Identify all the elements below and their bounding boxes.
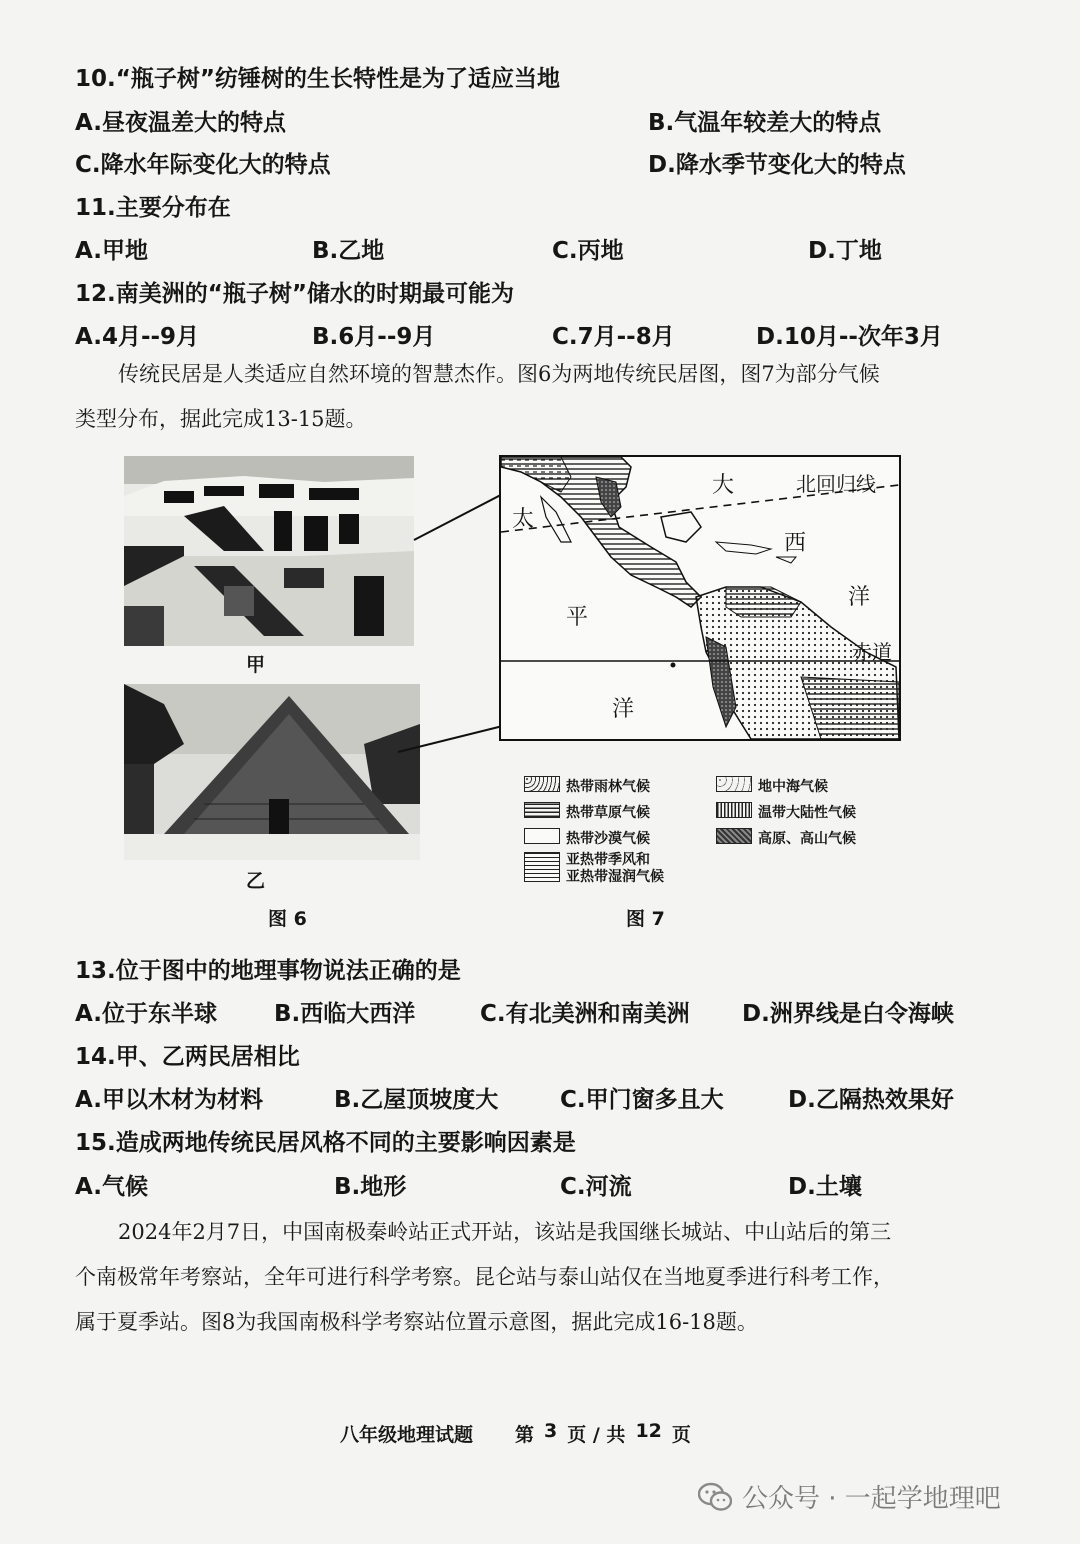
- footer-page-suffix: 页: [671, 1424, 691, 1446]
- q15-option-c: C.河流: [560, 1174, 632, 1200]
- footer-title: 八年级地理试题: [340, 1424, 474, 1446]
- q12-option-c: C.7月--8月: [552, 324, 675, 350]
- legend-swatch-dots: [524, 776, 560, 792]
- q10-option-b: B.气温年较差大的特点: [648, 110, 882, 136]
- q13-option-a: A.位于东半球: [75, 1001, 217, 1027]
- q14-option-c: C.甲门窗多且大: [560, 1087, 724, 1113]
- legend-label: 热带沙漠气候: [566, 831, 650, 847]
- q12-option-d: D.10月--次年3月: [756, 324, 943, 350]
- legend-swatch-dash: [524, 852, 560, 882]
- q10-stem: 10.“瓶子树”纺锤树的生长特性是为了适应当地: [75, 66, 560, 92]
- legend-item-subtropical: [524, 852, 664, 886]
- q15-option-d: D.土壤: [788, 1174, 862, 1200]
- legend-label: 地中海气候: [758, 779, 828, 795]
- q11-option-d: D.丁地: [808, 238, 882, 264]
- q13-option-c: C.有北美洲和南美洲: [480, 1001, 690, 1027]
- footer-page-number: 3: [544, 1420, 558, 1442]
- q14-option-b: B.乙屋顶坡度大: [334, 1087, 499, 1113]
- legend-swatch-dark: [716, 828, 752, 844]
- q14-stem: 14.甲、乙两民居相比: [75, 1044, 300, 1070]
- map-label-pacific-2: 平: [566, 605, 589, 630]
- photo-label-yi: 乙: [246, 870, 266, 892]
- legend-swatch-vlines: [716, 802, 752, 818]
- map-label-atlantic-1: 大: [712, 473, 735, 498]
- map-label-pacific-3: 洋: [612, 697, 635, 722]
- map-label-pacific-1: 太: [512, 507, 535, 532]
- q12-option-b: B.6月--9月: [312, 324, 436, 350]
- q12-stem: 12.南美洲的“瓶子树”储水的时期最可能为: [75, 281, 514, 307]
- q11-option-c: C.丙地: [552, 238, 624, 264]
- intro-13-15-line2: 类型分布，据此完成13-15题。: [75, 407, 367, 431]
- legend-swatch-light-dots: [716, 776, 752, 792]
- intro-13-15-line1: 传统民居是人类适应自然环境的智慧杰作。图6为两地传统民居图，图7为部分气候: [118, 362, 880, 386]
- q11-stem: 11.主要分布在: [75, 195, 231, 221]
- q10-option-c: C.降水年际变化大的特点: [75, 152, 331, 178]
- intro-16-18-line1: 2024年2月7日，中国南极秦岭站正式开站，该站是我国继长城站、中山站后的第三: [118, 1220, 892, 1244]
- legend-item-desert: [524, 828, 650, 848]
- q13-option-d: D.洲界线是白令海峡: [742, 1001, 954, 1027]
- figure7-caption: 图 7: [626, 908, 665, 930]
- q15-option-b: B.地形: [334, 1174, 407, 1200]
- page-footer: [340, 1420, 691, 1447]
- q15-stem: 15.造成两地传统民居风格不同的主要影响因素是: [75, 1130, 576, 1156]
- figure6-caption: 图 6: [268, 908, 307, 930]
- legend-label: 温带大陆性气候: [758, 805, 856, 821]
- legend-item-savanna: [524, 802, 650, 822]
- legend-item-rainforest: [524, 776, 650, 796]
- q10-option-d: D.降水季节变化大的特点: [648, 152, 906, 178]
- q10-option-a: A.昼夜温差大的特点: [75, 110, 286, 136]
- legend-swatch-blank: [524, 828, 560, 844]
- climate-map: [499, 455, 901, 741]
- footer-total-pages: 12: [635, 1420, 662, 1442]
- legend-item-mediterranean: [716, 776, 828, 796]
- map-label-equator: 赤道: [852, 640, 892, 664]
- q14-option-d: D.乙隔热效果好: [788, 1087, 954, 1113]
- map-label-tropic: 北回归线: [796, 472, 876, 496]
- map-label-atlantic-3: 洋: [848, 585, 871, 610]
- q13-option-b: B.西临大西洋: [274, 1001, 416, 1027]
- watermark-text: 公众号 · 一起学地理吧: [742, 1484, 1001, 1514]
- intro-16-18-line2: 个南极常年考察站，全年可进行科学考察。昆仑站与泰山站仅在当地夏季进行科考工作，: [75, 1265, 894, 1289]
- legend-label: 热带雨林气候: [566, 779, 650, 795]
- footer-page-prefix: 第: [515, 1424, 535, 1446]
- footer-page-mid: 页 / 共: [567, 1424, 626, 1446]
- wechat-icon: [698, 1482, 732, 1512]
- q13-stem: 13.位于图中的地理事物说法正确的是: [75, 958, 461, 984]
- photo-label-jia: 甲: [246, 654, 266, 676]
- q11-option-b: B.乙地: [312, 238, 385, 264]
- q11-option-a: A.甲地: [75, 238, 148, 264]
- watermark: [698, 1478, 1001, 1515]
- legend-label: 亚热带季风和 亚热带湿润气候: [566, 852, 664, 885]
- legend-label: 高原、高山气候: [758, 831, 856, 847]
- legend-swatch-hlines: [524, 802, 560, 818]
- q15-option-a: A.气候: [75, 1174, 148, 1200]
- legend-label: 热带草原气候: [566, 805, 650, 821]
- map-label-atlantic-2: 西: [784, 531, 807, 556]
- climate-map-graphic: [501, 457, 899, 739]
- intro-16-18-line3: 属于夏季站。图8为我国南极科学考察站位置示意图，据此完成16-18题。: [75, 1310, 758, 1334]
- q12-option-a: A.4月--9月: [75, 324, 200, 350]
- legend-item-highland: [716, 828, 856, 848]
- legend-item-temperate-continental: [716, 802, 856, 822]
- q14-option-a: A.甲以木材为材料: [75, 1087, 263, 1113]
- map-legend: [524, 776, 904, 886]
